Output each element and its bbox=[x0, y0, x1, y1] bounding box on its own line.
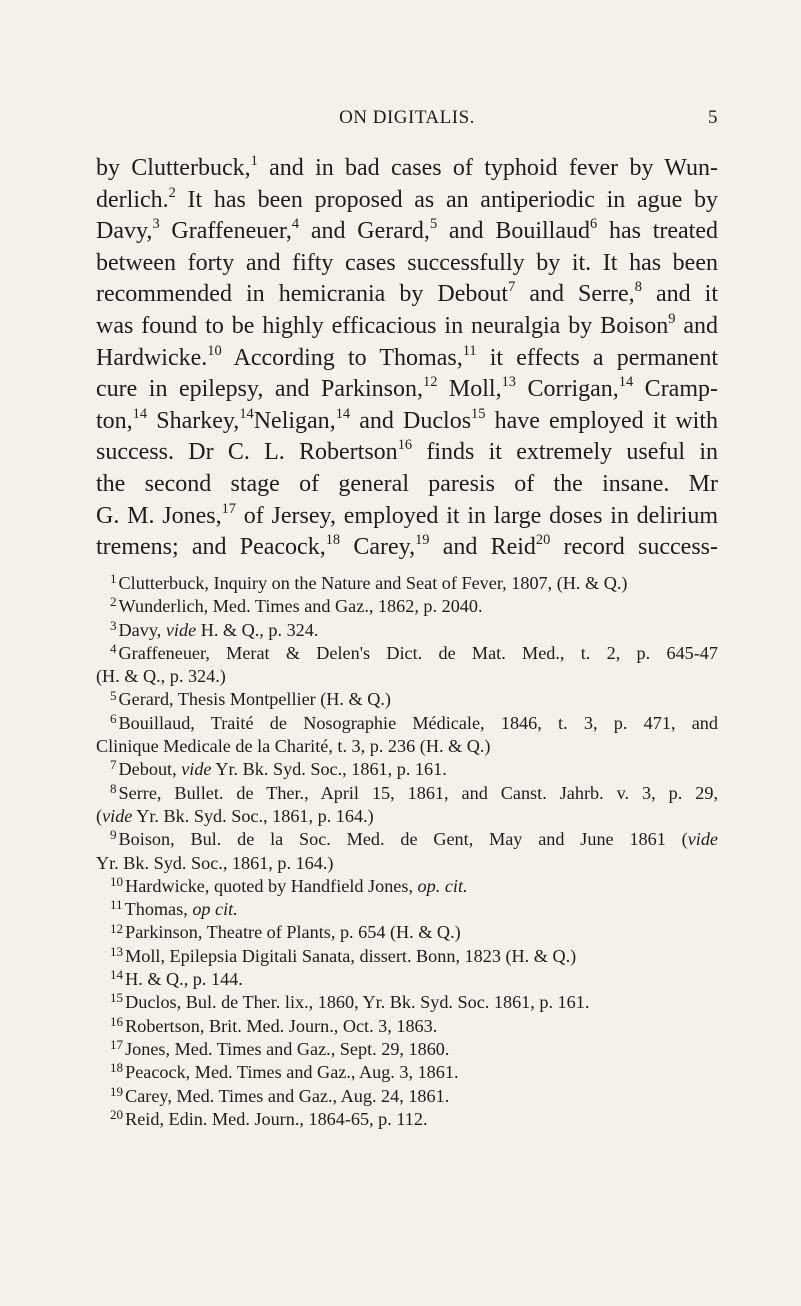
text-run: and Bouillaud bbox=[437, 218, 590, 245]
text-run: Bouillaud, Traité de Nosographie Médicale, 1846, t. 3, p. 471, and bbox=[118, 712, 718, 733]
text-run: Robertson, Brit. Med. Journ., Oct. 3, 1863. bbox=[125, 1015, 438, 1036]
text-run: Parkinson, Theatre of Plants, p. 654 (H. & Q.) bbox=[125, 922, 461, 943]
running-head bbox=[96, 107, 718, 133]
footnote-ref: 1 bbox=[250, 152, 258, 169]
text-run: Davy, bbox=[96, 218, 153, 245]
text-run: and it bbox=[641, 281, 718, 308]
footnote-line bbox=[96, 1085, 718, 1108]
body-line bbox=[96, 185, 718, 217]
footnote-ref: 7 bbox=[508, 279, 516, 296]
footnote-ref: 2 bbox=[168, 184, 176, 201]
text-run: Graffeneuer, Merat & Delen's Dict. de Mat. Med., t. 2, p. 645-47 bbox=[118, 642, 718, 663]
footnote-line bbox=[96, 688, 718, 711]
text-run: Sharkey, bbox=[147, 407, 240, 434]
text-run: and Reid bbox=[429, 534, 536, 561]
footnote-ref: 20 bbox=[535, 532, 551, 549]
text-run: Hardwicke, quoted by Handfield Jones, bbox=[125, 875, 418, 896]
footnote-ref: 15 bbox=[471, 405, 486, 422]
footnote-line bbox=[96, 968, 718, 991]
text-run: Clinique Medicale de la Charité, t. 3, p. 236 (H. & Q.) bbox=[96, 736, 491, 757]
footnote-ref: 16 bbox=[397, 437, 413, 454]
footnote-number: 8 bbox=[110, 781, 117, 796]
footnote-line bbox=[96, 921, 718, 944]
text-run: Cramp- bbox=[633, 376, 718, 403]
footnote-ref: 12 bbox=[423, 374, 438, 391]
text-run: Clutterbuck, Inquiry on the Nature and Seat of Fever, 1807, (H. & Q.) bbox=[118, 573, 628, 593]
footnote-line bbox=[96, 898, 718, 921]
text-run: ( bbox=[96, 805, 103, 826]
footnote-ref: 6 bbox=[589, 216, 598, 233]
footnote-ref: 14 bbox=[239, 405, 254, 422]
body-line bbox=[96, 279, 718, 311]
text-run: and bbox=[675, 312, 718, 339]
text-run: Serre, Bullet. de Ther., April 15, 1861, and Canst. Jahrb. v. 3, p. 29, bbox=[118, 782, 718, 803]
body-line bbox=[96, 374, 718, 406]
italic-text: vide bbox=[687, 829, 718, 850]
footnote-line bbox=[96, 1108, 718, 1131]
footnote-number: 7 bbox=[110, 758, 117, 773]
footnote-line bbox=[96, 805, 718, 828]
text-run: of Jersey, employed it in large doses in delirium bbox=[235, 502, 718, 529]
text-run: G. M. Jones, bbox=[96, 502, 222, 529]
footnote-number: 10 bbox=[110, 874, 124, 889]
footnote-number: 11 bbox=[110, 898, 123, 913]
text-run: H. & Q., p. 144. bbox=[125, 969, 243, 990]
footnote-ref: 8 bbox=[634, 279, 642, 296]
body-line bbox=[96, 469, 718, 501]
text-run: Graffeneuer, bbox=[159, 218, 292, 245]
text-run: H. & Q., p. 324. bbox=[196, 619, 319, 640]
text-run: Neligan, bbox=[253, 407, 336, 434]
footnote-line bbox=[96, 642, 718, 665]
text-run: was found to be highly efficacious in neuralgia by Boison bbox=[96, 312, 669, 339]
footnote-number: 14 bbox=[110, 968, 124, 983]
text-run: tremens; and Peacock, bbox=[96, 534, 326, 561]
footnote-number: 9 bbox=[110, 828, 117, 843]
footnote-ref: 13 bbox=[501, 374, 516, 391]
body-line bbox=[96, 153, 718, 185]
text-run: Moll, Epilepsia Digitali Sanata, dissert. Bonn, 1823 (H. & Q.) bbox=[125, 945, 577, 966]
text-run: Carey, bbox=[340, 534, 416, 561]
text-run: According to Thomas, bbox=[221, 344, 463, 371]
text-run: and Serre, bbox=[515, 281, 635, 308]
footnote-ref: 4 bbox=[291, 216, 300, 233]
footnote-ref: 14 bbox=[335, 405, 351, 422]
footnote-number: 3 bbox=[110, 618, 117, 633]
footnote-ref: 11 bbox=[462, 342, 477, 359]
text-run: Corrigan, bbox=[515, 376, 619, 403]
italic-text: vide bbox=[165, 619, 197, 640]
footnote-number: 18 bbox=[110, 1061, 124, 1076]
text-run: cure in epilepsy, and Parkinson, bbox=[96, 376, 424, 403]
text-run: record success- bbox=[550, 534, 719, 561]
text-run: have employed it with bbox=[485, 407, 718, 434]
text-run: Hardwicke. bbox=[96, 344, 208, 371]
text-run: Debout, bbox=[118, 759, 182, 780]
body-line bbox=[96, 343, 718, 375]
text-run: Duclos, Bul. de Ther. lix., 1860, Yr. Bk. Syd. Soc. 1861, p. 161. bbox=[125, 992, 590, 1013]
footnote-line bbox=[96, 945, 718, 968]
footnote-ref: 18 bbox=[325, 532, 341, 549]
footnote-line bbox=[96, 852, 718, 875]
footnote-line bbox=[96, 828, 718, 851]
footnote-line bbox=[96, 1038, 718, 1061]
footnote-number: 12 bbox=[110, 921, 124, 936]
running-title: ON DIGITALIS. bbox=[339, 107, 475, 128]
footnote-line bbox=[96, 735, 718, 758]
footnote-line bbox=[96, 875, 718, 898]
footnote-ref: 19 bbox=[415, 532, 430, 549]
italic-text: vide bbox=[102, 805, 133, 826]
footnote-ref: 10 bbox=[207, 342, 222, 359]
footnote-number: 4 bbox=[110, 641, 117, 656]
footnote-number: 2 bbox=[110, 595, 117, 610]
footnote-number: 19 bbox=[110, 1084, 124, 1099]
text-run: Davy, bbox=[118, 619, 166, 640]
body-line bbox=[96, 532, 718, 564]
text-run: Boison, Bul. de la Soc. Med. de Gent, May and June 1861 ( bbox=[118, 829, 688, 850]
text-run: Thomas, bbox=[124, 899, 193, 920]
text-run: Yr. Bk. Syd. Soc., 1861, p. 161. bbox=[211, 759, 447, 780]
footnote-number: 5 bbox=[110, 688, 117, 703]
text-run: the second stage of general paresis of the insane. Mr bbox=[96, 470, 718, 497]
footnote-ref: 3 bbox=[152, 216, 160, 233]
body-paragraph bbox=[96, 153, 718, 564]
footnote-line bbox=[96, 712, 718, 735]
footnote-line bbox=[96, 1061, 718, 1084]
text-run: between forty and fifty cases successfully by it. It has been bbox=[96, 249, 718, 276]
text-run: Yr. Bk. Syd. Soc., 1861, p. 164.) bbox=[132, 805, 374, 826]
text-run: and Duclos bbox=[350, 407, 472, 434]
body-line bbox=[96, 311, 718, 343]
footnote-line bbox=[96, 991, 718, 1014]
body-line bbox=[96, 216, 718, 248]
footnote-line bbox=[96, 758, 718, 781]
text-run: recommended in hemicrania by Debout bbox=[96, 281, 509, 308]
footnote-line bbox=[96, 1015, 718, 1038]
text-run: finds it extremely useful in bbox=[412, 439, 718, 466]
italic-text: vide bbox=[181, 759, 212, 780]
page-number: 5 bbox=[708, 107, 718, 128]
footnote-line bbox=[96, 665, 718, 688]
text-run: Moll, bbox=[437, 376, 502, 403]
text-run: success. Dr C. L. Robertson bbox=[96, 439, 398, 466]
footnote-number: 17 bbox=[110, 1037, 124, 1053]
footnotes bbox=[96, 572, 718, 1131]
footnote-line bbox=[96, 619, 718, 642]
text-run: Carey, Med. Times and Gaz., Aug. 24, 1861. bbox=[125, 1085, 450, 1106]
footnote-line bbox=[96, 595, 718, 618]
footnote-number: 20 bbox=[110, 1107, 124, 1122]
footnote-number: 16 bbox=[110, 1014, 124, 1029]
text-run: (H. & Q., p. 324.) bbox=[96, 666, 226, 687]
body-line bbox=[96, 501, 718, 533]
footnote-number: 15 bbox=[110, 991, 124, 1006]
footnote-line bbox=[96, 782, 718, 805]
text-run: by Clutterbuck, bbox=[96, 155, 251, 181]
footnote-ref: 17 bbox=[221, 500, 236, 517]
text-run: and Gerard, bbox=[299, 218, 430, 245]
text-run: Wunderlich, Med. Times and Gaz., 1862, p. 2040. bbox=[118, 596, 483, 617]
text-run: has treated bbox=[597, 218, 718, 245]
text-run: and in bad cases of typhoid fever by Wun- bbox=[257, 155, 718, 181]
text-run: Yr. Bk. Syd. Soc., 1861, p. 164.) bbox=[96, 852, 334, 873]
footnote-ref: 9 bbox=[668, 310, 676, 327]
text-run: Gerard, Thesis Montpellier (H. & Q.) bbox=[118, 689, 391, 710]
footnote-line bbox=[96, 572, 718, 595]
text-run: ton, bbox=[96, 407, 133, 434]
footnote-number: 13 bbox=[110, 944, 124, 959]
text-run: It has been proposed as an antiperiodic in ague by bbox=[175, 186, 718, 213]
italic-text: op cit. bbox=[192, 899, 238, 920]
footnote-ref: 5 bbox=[429, 216, 438, 233]
text-run: Jones, Med. Times and Gaz., Sept. 29, 1860. bbox=[125, 1038, 450, 1059]
footnote-ref: 14 bbox=[132, 405, 148, 422]
italic-text: op. cit. bbox=[417, 875, 468, 896]
footnote-number: 1 bbox=[110, 572, 117, 587]
text-run: it effects a permanent bbox=[476, 344, 719, 371]
text-run: Peacock, Med. Times and Gaz., Aug. 3, 1861. bbox=[125, 1062, 459, 1083]
body-line bbox=[96, 406, 718, 438]
body-line bbox=[96, 248, 718, 280]
body-line bbox=[96, 437, 718, 469]
footnote-ref: 14 bbox=[618, 374, 634, 391]
footnote-number: 6 bbox=[110, 711, 117, 726]
text-run: derlich. bbox=[96, 186, 169, 213]
text-run: Reid, Edin. Med. Journ., 1864-65, p. 112. bbox=[125, 1108, 428, 1129]
